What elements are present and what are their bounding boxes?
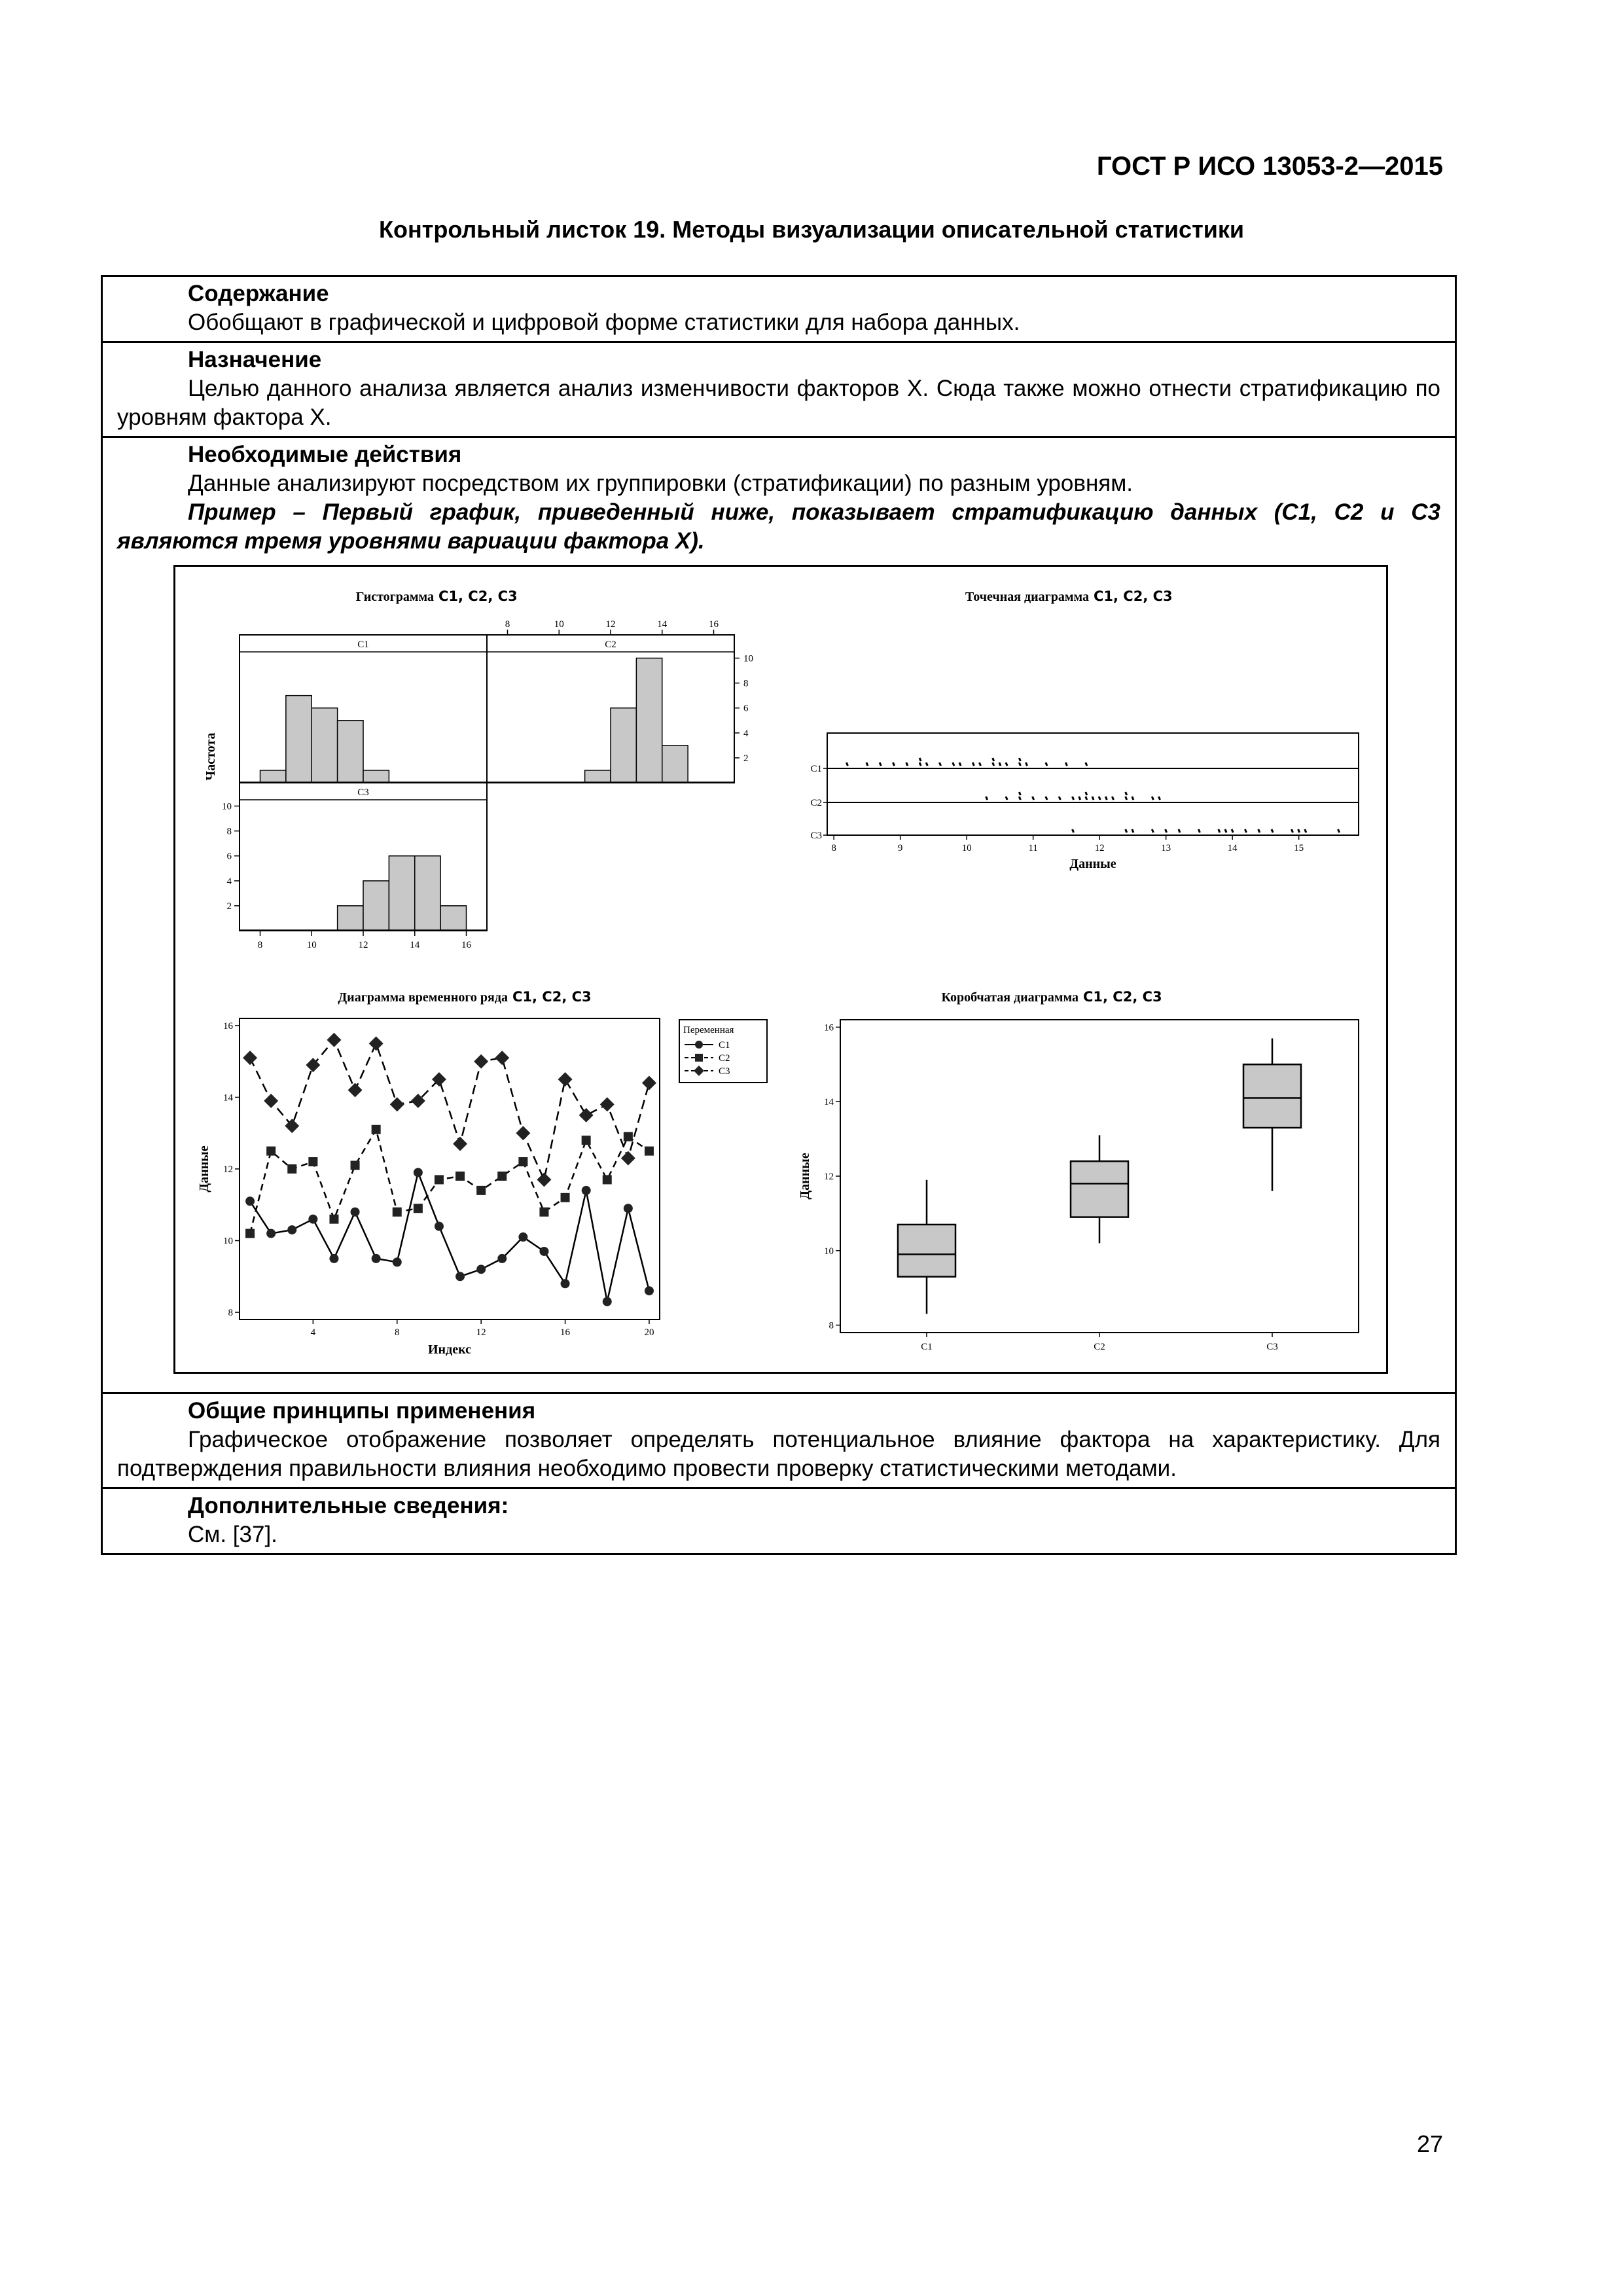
series-marker bbox=[603, 1297, 612, 1306]
histogram-bar bbox=[260, 770, 286, 783]
dot-point bbox=[1059, 797, 1060, 800]
dot-point bbox=[1019, 797, 1020, 800]
x-tick-label: 8 bbox=[831, 843, 836, 853]
dot-point bbox=[1152, 797, 1153, 800]
box-body bbox=[1071, 1161, 1128, 1217]
series-marker bbox=[455, 1172, 465, 1181]
category-label: C3 bbox=[810, 831, 822, 841]
dot-point bbox=[1126, 792, 1127, 795]
series-marker bbox=[372, 1125, 381, 1134]
category-label: C3 bbox=[1266, 1342, 1278, 1352]
dot-point bbox=[1105, 797, 1107, 800]
histogram-bar bbox=[636, 658, 662, 783]
section-actions bbox=[103, 438, 1455, 1394]
y-tick-label: 10 bbox=[222, 801, 232, 812]
y-tick-label: 16 bbox=[824, 1022, 834, 1033]
series-marker bbox=[329, 1215, 338, 1224]
dot-point bbox=[1006, 762, 1007, 766]
dot-point bbox=[1046, 762, 1047, 766]
dot-point bbox=[1245, 829, 1246, 833]
legend-label: C1 bbox=[719, 1040, 730, 1050]
section-heading: Назначение bbox=[188, 347, 322, 372]
dot-point bbox=[1232, 829, 1233, 833]
dot-point bbox=[1086, 797, 1087, 800]
section-purpose bbox=[103, 343, 1455, 438]
series-marker bbox=[329, 1254, 338, 1263]
x-tick-label: 11 bbox=[1028, 843, 1038, 853]
series-marker bbox=[414, 1204, 423, 1213]
series-marker bbox=[539, 1208, 548, 1217]
chart-title-series: C1, C2, C3 bbox=[1094, 588, 1173, 604]
legend-label: C3 bbox=[719, 1066, 730, 1077]
series-marker bbox=[327, 1033, 341, 1047]
chart-title: Гистограмма bbox=[355, 590, 434, 604]
series-marker bbox=[435, 1222, 444, 1231]
y-axis-label: Данные bbox=[798, 1153, 812, 1200]
category-label: C2 bbox=[810, 798, 822, 808]
y-tick-label: 6 bbox=[743, 703, 749, 714]
panel-strip-label: C2 bbox=[605, 639, 616, 650]
x-tick-label: 4 bbox=[310, 1327, 316, 1338]
dotplot-frame bbox=[827, 733, 1359, 835]
chart-title-series: C1, C2, C3 bbox=[1083, 989, 1162, 1005]
x-tick-label: 10 bbox=[554, 619, 564, 630]
series-marker bbox=[264, 1094, 278, 1108]
dot-point bbox=[866, 762, 868, 766]
series-marker bbox=[287, 1225, 296, 1234]
series-marker bbox=[243, 1050, 257, 1065]
dot-point bbox=[993, 758, 994, 761]
x-tick-label: 16 bbox=[709, 619, 719, 630]
series-marker bbox=[414, 1168, 423, 1177]
section-heading: Дополнительные сведения: bbox=[188, 1493, 509, 1518]
dot-point bbox=[1179, 829, 1180, 833]
series-marker bbox=[539, 1247, 548, 1256]
category-label: C1 bbox=[810, 764, 822, 774]
y-tick-label: 14 bbox=[223, 1092, 233, 1103]
y-tick-label: 8 bbox=[226, 826, 232, 837]
dot-point bbox=[1033, 797, 1034, 800]
page-number: 27 bbox=[1416, 2130, 1443, 2157]
histogram-bar bbox=[363, 881, 389, 931]
chart-title: Диаграмма временного ряда bbox=[338, 990, 508, 1005]
x-tick-label: 15 bbox=[1294, 843, 1304, 853]
series-marker bbox=[621, 1151, 635, 1166]
section-additional bbox=[103, 1489, 1455, 1553]
histogram-bar bbox=[440, 906, 466, 931]
histogram-bar bbox=[662, 745, 688, 783]
y-tick-label: 10 bbox=[824, 1246, 834, 1257]
series-marker bbox=[369, 1036, 383, 1050]
x-tick-label: 9 bbox=[897, 843, 903, 853]
section-content bbox=[103, 277, 1455, 343]
series-marker bbox=[453, 1137, 467, 1151]
y-tick-label: 8 bbox=[743, 678, 749, 689]
legend-title: Переменная bbox=[683, 1025, 734, 1035]
box-body bbox=[1243, 1064, 1301, 1128]
chart-title-series: C1, C2, C3 bbox=[512, 989, 592, 1005]
y-tick-label: 10 bbox=[743, 653, 753, 664]
dot-point bbox=[1019, 792, 1020, 795]
dot-point bbox=[940, 762, 941, 766]
series-marker bbox=[351, 1208, 360, 1217]
dot-point bbox=[1086, 792, 1087, 795]
section-heading: Общие принципы применения bbox=[188, 1398, 536, 1424]
section-text: Графическое отображение позволяет определять потенциальное влияние фактора на характеристику. Для подтверждения правильности влияния необходимо провести проверку статистическими методами. bbox=[117, 1427, 1440, 1481]
dot-point bbox=[979, 762, 980, 766]
x-tick-label: 16 bbox=[560, 1327, 571, 1338]
x-tick-label: 13 bbox=[1161, 843, 1171, 853]
series-marker bbox=[645, 1286, 654, 1295]
series-marker bbox=[582, 1136, 591, 1145]
section-heading: Содержание bbox=[188, 281, 329, 306]
dot-point bbox=[1046, 797, 1047, 800]
histogram-bar bbox=[312, 708, 337, 783]
series-marker bbox=[497, 1172, 507, 1181]
dot-point bbox=[1152, 829, 1153, 833]
x-tick-label: 10 bbox=[306, 940, 317, 950]
dot-point bbox=[1026, 762, 1027, 766]
dot-point bbox=[1079, 797, 1080, 800]
category-label: C2 bbox=[1094, 1342, 1105, 1352]
dot-point bbox=[893, 762, 895, 766]
series-marker bbox=[518, 1232, 527, 1242]
dot-point bbox=[1112, 797, 1113, 800]
series-marker bbox=[516, 1126, 530, 1140]
y-tick-label: 4 bbox=[743, 728, 749, 739]
series-marker bbox=[266, 1147, 276, 1156]
y-tick-label: 10 bbox=[223, 1236, 233, 1247]
dot-point bbox=[1086, 762, 1087, 766]
series-marker bbox=[308, 1157, 317, 1166]
panel-strip-label: C1 bbox=[357, 639, 369, 650]
y-axis-label: Частота bbox=[204, 732, 218, 781]
series-marker bbox=[558, 1072, 573, 1086]
section-heading: Необходимые действия bbox=[188, 442, 462, 467]
chart-title-series: C1, C2, C3 bbox=[438, 588, 518, 604]
section-text: Данные анализируют посредством их группировки (стратификации) по разным уровням. bbox=[188, 471, 1133, 496]
series-marker bbox=[600, 1097, 615, 1111]
dot-point bbox=[1065, 762, 1067, 766]
dot-point bbox=[1219, 829, 1220, 833]
legend-marker bbox=[695, 1054, 703, 1062]
series-marker bbox=[645, 1147, 654, 1156]
series-marker bbox=[582, 1186, 591, 1195]
y-tick-label: 8 bbox=[829, 1320, 834, 1331]
x-tick-label: 16 bbox=[461, 940, 471, 950]
series-marker bbox=[476, 1186, 486, 1195]
document-code: ГОСТ Р ИСО 13053-2—2015 bbox=[1096, 152, 1443, 181]
series-marker bbox=[579, 1108, 594, 1122]
dot-point bbox=[880, 762, 881, 766]
timeseries-frame bbox=[240, 1018, 660, 1319]
dot-point bbox=[1073, 829, 1074, 833]
series-marker bbox=[476, 1265, 486, 1274]
y-tick-label: 12 bbox=[223, 1164, 233, 1175]
x-tick-label: 8 bbox=[257, 940, 263, 950]
y-tick-label: 8 bbox=[228, 1308, 233, 1319]
x-tick-label: 12 bbox=[476, 1327, 486, 1338]
x-axis-label: Индекс bbox=[428, 1342, 471, 1357]
panel-strip-label: C3 bbox=[357, 787, 369, 798]
dot-point bbox=[1198, 829, 1200, 833]
series-marker bbox=[603, 1175, 612, 1184]
checklist-table bbox=[101, 275, 1457, 1555]
series-marker bbox=[624, 1204, 633, 1213]
category-label: C1 bbox=[921, 1342, 933, 1352]
x-tick-label: 14 bbox=[1227, 843, 1238, 853]
series-marker bbox=[351, 1161, 360, 1170]
dot-point bbox=[1126, 829, 1127, 833]
section-text: Обобщают в графической и цифровой форме статистики для набора данных. bbox=[188, 310, 1020, 335]
section-principles bbox=[103, 1394, 1455, 1489]
dot-point bbox=[1166, 829, 1167, 833]
histogram-bar bbox=[585, 770, 611, 783]
dot-point bbox=[986, 797, 988, 800]
series-marker bbox=[266, 1229, 276, 1238]
series-marker bbox=[474, 1054, 488, 1069]
series-marker bbox=[390, 1097, 404, 1111]
series-marker bbox=[537, 1172, 551, 1187]
dot-point bbox=[993, 762, 994, 766]
charts-svg bbox=[175, 567, 1386, 1372]
document-title: Контрольный листок 19. Методы визуализации описательной статистики bbox=[379, 216, 1244, 243]
series-marker bbox=[561, 1193, 570, 1202]
section-text: См. [37]. bbox=[188, 1522, 277, 1547]
dot-point bbox=[1298, 829, 1300, 833]
section-text: Целью данного анализа является анализ изменчивости факторов X. Сюда также можно отнести стратификацию по уровням фактора X. bbox=[117, 376, 1440, 430]
dot-point bbox=[1019, 762, 1020, 766]
x-axis-label: Данные bbox=[1069, 857, 1116, 871]
x-tick-label: 20 bbox=[644, 1327, 654, 1338]
x-tick-label: 10 bbox=[961, 843, 972, 853]
chart-title: Коробчатая диаграмма bbox=[941, 990, 1079, 1005]
histogram-bar bbox=[415, 856, 440, 931]
series-marker bbox=[393, 1208, 402, 1217]
series-marker bbox=[372, 1254, 381, 1263]
series-marker bbox=[495, 1050, 509, 1065]
dot-point bbox=[999, 762, 1001, 766]
series-marker bbox=[642, 1076, 656, 1090]
series-marker bbox=[287, 1164, 296, 1174]
dot-point bbox=[1006, 797, 1007, 800]
y-tick-label: 4 bbox=[226, 876, 232, 887]
dot-point bbox=[1126, 797, 1127, 800]
y-tick-label: 2 bbox=[226, 901, 232, 912]
dot-point bbox=[919, 762, 921, 766]
dot-point bbox=[972, 762, 974, 766]
y-tick-label: 16 bbox=[223, 1020, 233, 1031]
x-tick-label: 12 bbox=[1094, 843, 1105, 853]
y-tick-label: 12 bbox=[824, 1172, 834, 1182]
x-tick-label: 12 bbox=[605, 619, 616, 630]
dot-point bbox=[1132, 829, 1133, 833]
series-marker bbox=[245, 1229, 255, 1238]
dot-point bbox=[1272, 829, 1273, 833]
dot-point bbox=[1099, 797, 1100, 800]
dot-point bbox=[1092, 797, 1094, 800]
series-marker bbox=[561, 1279, 570, 1288]
series-marker bbox=[245, 1196, 255, 1206]
x-tick-label: 14 bbox=[410, 940, 420, 950]
series-marker bbox=[348, 1083, 363, 1098]
histogram-bar bbox=[338, 721, 363, 783]
series-marker bbox=[435, 1175, 444, 1184]
dot-point bbox=[1132, 797, 1133, 800]
series-marker bbox=[497, 1254, 507, 1263]
dot-point bbox=[1019, 758, 1020, 761]
dot-point bbox=[1225, 829, 1226, 833]
y-tick-label: 2 bbox=[743, 753, 749, 764]
x-tick-label: 14 bbox=[657, 619, 668, 630]
series-marker bbox=[624, 1132, 633, 1141]
series-marker bbox=[393, 1257, 402, 1266]
histogram-bar bbox=[286, 696, 312, 783]
histogram-bar bbox=[363, 770, 389, 783]
x-tick-label: 8 bbox=[505, 619, 510, 630]
y-tick-label: 14 bbox=[824, 1097, 834, 1108]
legend-label: C2 bbox=[719, 1053, 730, 1064]
dot-point bbox=[919, 758, 921, 761]
dot-point bbox=[959, 762, 961, 766]
dot-point bbox=[1258, 829, 1260, 833]
legend-marker bbox=[695, 1041, 703, 1049]
x-tick-label: 8 bbox=[395, 1327, 400, 1338]
figure-charts bbox=[173, 565, 1388, 1374]
histogram-bar bbox=[338, 906, 363, 931]
dot-point bbox=[846, 762, 847, 766]
histogram-bar bbox=[389, 856, 414, 931]
box-body bbox=[898, 1225, 955, 1277]
dot-point bbox=[1338, 829, 1340, 833]
histogram-bar bbox=[611, 708, 636, 783]
dot-point bbox=[1305, 829, 1306, 833]
example-text: Пример – Первый график, приведенный ниже, показывает стратификацию данных (С1, С2 и С3 являются тремя уровнями вариации фактора X). bbox=[117, 499, 1440, 554]
y-axis-label: Данные bbox=[197, 1145, 211, 1193]
x-tick-label: 12 bbox=[358, 940, 368, 950]
series-marker bbox=[308, 1215, 317, 1224]
dot-point bbox=[926, 762, 927, 766]
dot-point bbox=[906, 762, 908, 766]
dot-point bbox=[1073, 797, 1074, 800]
series-marker bbox=[518, 1157, 527, 1166]
dot-point bbox=[1159, 797, 1160, 800]
dot-point bbox=[953, 762, 954, 766]
dot-point bbox=[1292, 829, 1293, 833]
chart-title: Точечная диаграмма bbox=[965, 590, 1089, 604]
y-tick-label: 6 bbox=[226, 851, 232, 862]
series-marker bbox=[455, 1272, 465, 1281]
